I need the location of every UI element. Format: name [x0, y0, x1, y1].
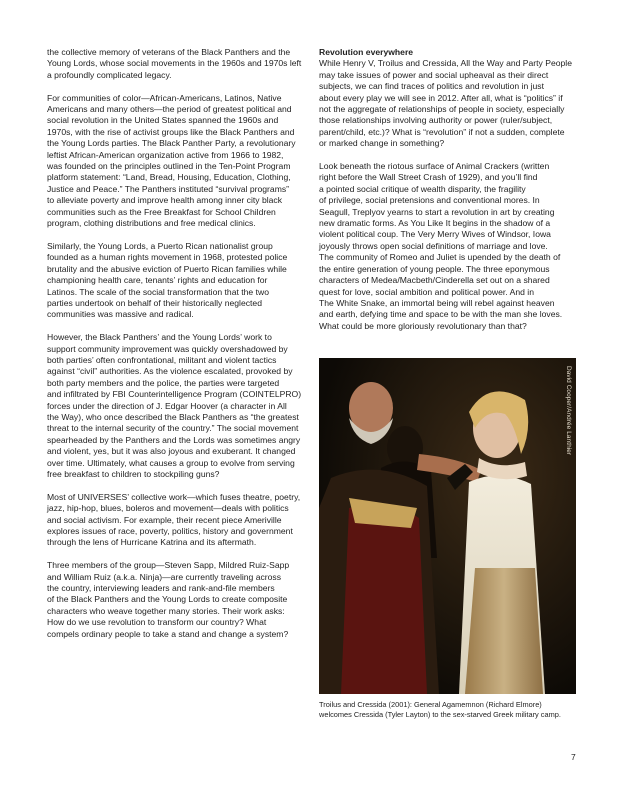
- text-line: to alleviate poverty and improve health among inner city black: [47, 195, 283, 206]
- text-line: jazz, hip-hop, blues, boleros and movement—deals with politics: [47, 503, 289, 514]
- text-line: 1970s, with the rise of activist groups like the Black Panthers and: [47, 126, 295, 137]
- text-line: Young Lords, whose social movements in the 1960s and 1970s left: [47, 58, 302, 69]
- text-line: For communities of color—African-Americans, Latinos, Native: [47, 92, 282, 103]
- text-line: compels ordinary people to take a stand and change a system?: [47, 628, 289, 639]
- paragraph: [47, 492, 305, 549]
- text-line: social revolution in the United States spanned the 1960s and: [47, 115, 279, 126]
- text-line: new dramatic forms. As You Like It begins in the shadow of a: [319, 218, 551, 229]
- text-line: subjects, we can find traces of politics and revolution in just: [319, 81, 544, 92]
- text-line: threat to the internal security of the country.” The social movement: [47, 423, 299, 434]
- text-line: not the aggregate of relationships of people in society, especially: [319, 104, 565, 115]
- caption-line: Troilus and Cressida (2001): General Agamemnon (Richard Elmore): [319, 700, 542, 709]
- photo-credit: David Cooper/Andrée Lanthier: [565, 366, 572, 456]
- text-line: While Henry V, Troilus and Cressida, All the Way and Party People: [319, 58, 572, 69]
- paragraph: [47, 47, 305, 81]
- text-line: How do we use revolution to transform our country? What: [47, 617, 267, 628]
- text-line: championing health care, tenants’ rights and education for: [47, 275, 268, 286]
- text-line: The White Snake, an immortal being will rebel against heaven: [319, 297, 555, 308]
- section-heading: Revolution everywhere: [319, 47, 414, 57]
- text-line: support community improvement was quickly overshadowed by: [47, 343, 288, 354]
- text-line: and earth, defying time and space to be with the man she loves.: [319, 309, 563, 320]
- right-column: [319, 47, 577, 344]
- text-line: However, the Black Panthers’ and the Young Lords’ work to: [47, 332, 272, 343]
- paragraph: [319, 161, 577, 332]
- text-line: leftist African-American organization active from 1966 to 1982,: [47, 149, 284, 160]
- text-line: Justice and Peace.” The Panthers instituted “survival programs”: [47, 183, 290, 194]
- text-line: founded as a human rights movement in 1968, protested police: [47, 252, 288, 263]
- text-line: Similarly, the Young Lords, a Puerto Rican nationalist group: [47, 240, 273, 251]
- text-line: the entire generation of young people. The three eponymous: [319, 263, 550, 274]
- paragraph: [47, 241, 305, 321]
- text-line: of the Black Panthers and the Young Lords to create composite: [47, 594, 288, 605]
- text-line: What could be more gloriously revolutionary than that?: [319, 320, 527, 331]
- text-line: those relationships involving authority or power (ruler/subject,: [319, 115, 553, 126]
- text-line: Seagull, Treplyov yearns to start a revolution in art by creating: [319, 206, 555, 217]
- text-line: and social activism. For example, their recent piece Ameriville: [47, 514, 282, 525]
- text-line: a profoundly complicated legacy.: [47, 69, 172, 80]
- text-line: over time. Ultimately, what causes a group to evolve from serving: [47, 457, 295, 468]
- text-line: about every play we will see in 2012. After all, what is “politics” if: [319, 92, 563, 103]
- left-column: [47, 47, 305, 651]
- text-line: or marked change in something?: [319, 138, 445, 149]
- paragraph: [47, 560, 305, 640]
- text-line: Americans and many others—the period of greatest political and: [47, 104, 292, 115]
- text-line: of privilege, social pretensions and conventional mores. In: [319, 195, 540, 206]
- text-line: a pointed social critique of wealth disparity, the fragility: [319, 183, 526, 194]
- text-line: Latinos. The scale of the social transformation that the two: [47, 286, 269, 297]
- paragraph: [47, 332, 305, 480]
- text-line: spearheaded by the Panthers and the Lords was sometimes angry: [47, 434, 301, 445]
- paragraph: [319, 47, 577, 150]
- text-line: joyously throws open social definitions of marriage and love.: [319, 240, 548, 251]
- text-line: communities such as the Free Breakfast for School Children: [47, 206, 276, 217]
- production-photo: [319, 358, 576, 694]
- text-line: and William Ruiz (a.k.a. Ninja)—are currently traveling across: [47, 571, 282, 582]
- text-line: characters who weave together many stories. Their work asks:: [47, 605, 285, 616]
- text-line: against “civil” authorities. As the violence escalated, provoked by: [47, 366, 293, 377]
- text-line: forces under the direction of J. Edgar Hoover (a character in All: [47, 400, 287, 411]
- text-line: Look beneath the riotous surface of Animal Crackers (written: [319, 161, 550, 172]
- text-line: the collective memory of veterans of the Black Panthers and the: [47, 47, 291, 57]
- photo-caption: [319, 700, 589, 720]
- text-line: and violent, yes, but it was also joyous and exuberant. It changed: [47, 446, 296, 457]
- text-line: explores issues of race, poverty, politics, history and government: [47, 526, 293, 536]
- text-line: quest for love, social ambition and political power. And in: [319, 286, 534, 297]
- text-line: both party members and the police, the parties were targeted: [47, 377, 280, 388]
- text-line: parties undertook on behalf of their historically neglected: [47, 297, 262, 308]
- stage-photo-illustration: [319, 358, 576, 694]
- text-line: program, clothing distributions and free medical clinics.: [47, 218, 256, 229]
- text-line: characters of Medea/Macbeth/Cinderella set out on a shared: [319, 275, 550, 286]
- page-number: 7: [571, 752, 576, 762]
- text-line: the Young Lords parties. The Black Panther Party, a revolutionary: [47, 138, 296, 149]
- text-line: Most of UNIVERSES’ collective work—which fuses theatre, poetry,: [47, 491, 301, 502]
- text-line: Three members of the group—Steven Sapp, Mildred Ruiz-Sapp: [47, 560, 290, 571]
- text-line: The community of Romeo and Juliet is upended by the death of: [319, 252, 561, 263]
- text-line: free breakfast to children to stockpiling guns?: [47, 468, 220, 479]
- text-line: platform statement: “Land, Bread, Housing, Education, Clothing,: [47, 172, 291, 183]
- text-line: the country, interviewing leaders and rank-and-file members: [47, 583, 275, 594]
- text-line: may take issues of power and social upheaval as their direct: [319, 69, 549, 80]
- text-line: and infiltrated by FBI Counterintelligence Program (COINTELPRO): [47, 389, 302, 400]
- paragraph: [47, 93, 305, 230]
- text-line: brutality and the abusive eviction of Puerto Rican families while: [47, 263, 287, 274]
- text-line: was founded on the principles outlined in the Ten-Point Program: [47, 161, 291, 172]
- text-line: communities was massive and radical.: [47, 309, 194, 320]
- caption-line: welcomes Cressida (Tyler Layton) to the sex-starved Greek military camp.: [319, 710, 561, 719]
- text-line: violent political coup. The Very Merry Wives of Windsor, Iowa: [319, 229, 551, 240]
- text-line: the Way), who once described the Black Panthers as “the greatest: [47, 411, 299, 422]
- text-line: parent/child, etc.)? What is “revolution” if not a sudden, complete: [319, 126, 565, 137]
- text-line: right before the Wall Street Crash of 1929), and you’ll find: [319, 172, 538, 183]
- text-line: both parties’ often confrontational, militant and violent tactics: [47, 354, 277, 365]
- text-line: through the lens of Hurricane Katrina and its aftermath.: [47, 537, 257, 548]
